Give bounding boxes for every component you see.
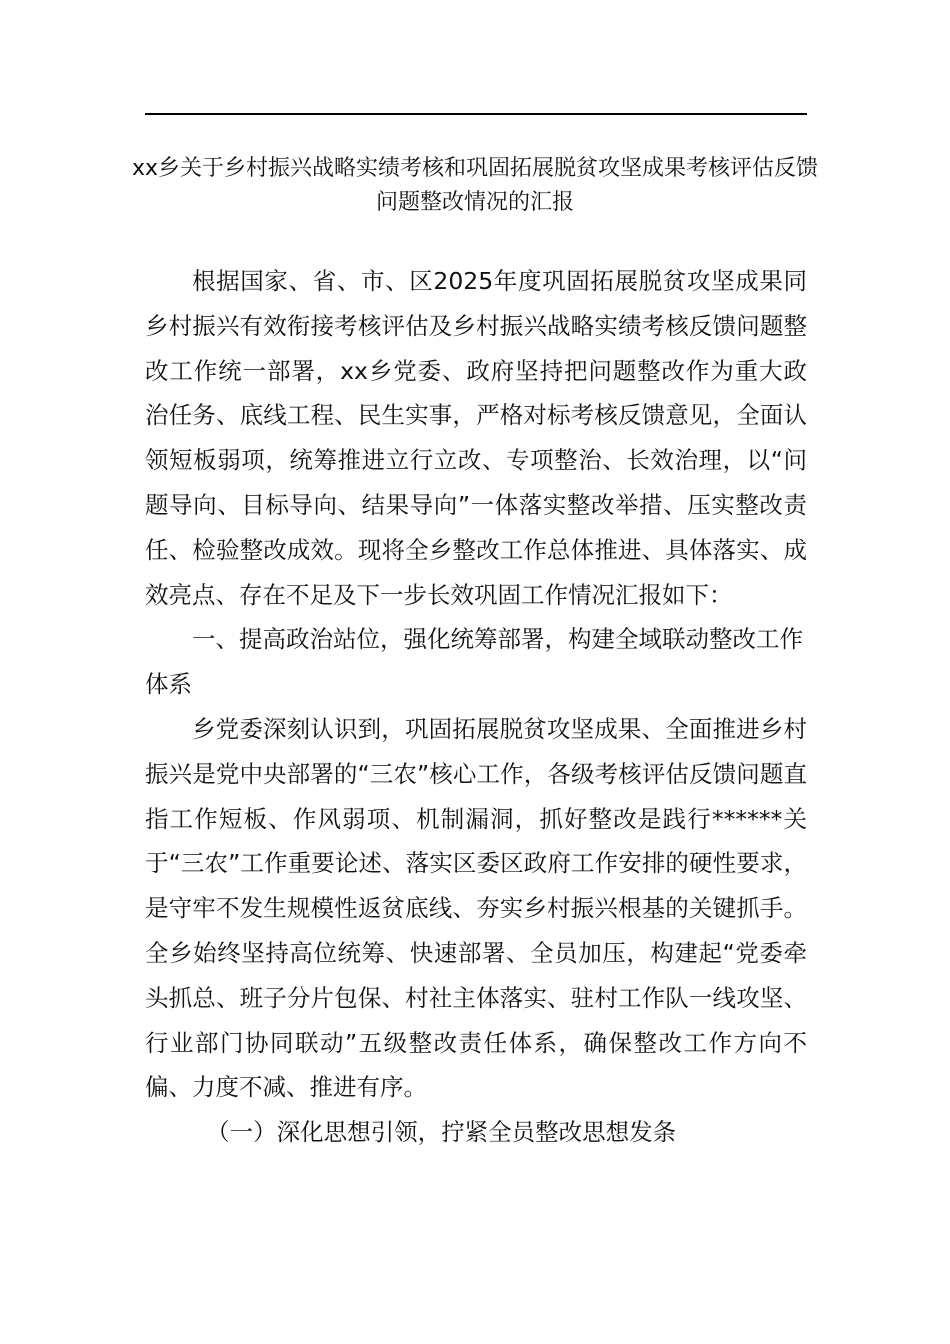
document-title: xx乡关于乡村振兴战略实绩考核和巩固拓展脱贫攻坚成果考核评估反馈问题整改情况的汇报 [131, 156, 819, 215]
header-rule [145, 113, 807, 115]
section-1-heading: 一、提高政治站位，强化统筹部署，构建全域联动整改工作体系 [145, 625, 803, 699]
document-body [145, 259, 807, 1155]
intro-paragraph: 根据国家、省、市、区2025年度巩固拓展脱贫攻坚成果同乡村振兴有效衔接考核评估及乡村振兴战略实绩考核反馈问题整改工作统一部署，xx乡党委、政府坚持把问题整改作为重大政治任务、底线工程、民生实事，严格对标考核反馈意见，全面认领短板弱项，统筹推进立行立改、专项整治、长效治理，以“问题导向、目标导向、结果导向”一体落实整改举措、压实整改责任、检验整改成效。现将全乡整改工作总体推进、具体落实、成效亮点、存在不足及下一步长效巩固工作情况汇报如下： [145, 267, 807, 609]
subsection-1-heading: （一）深化思想引领，拧紧全员整改思想发条 [206, 1118, 677, 1147]
section-1-paragraph: 乡党委深刻认识到，巩固拓展脱贫攻坚成果、全面推进乡村振兴是党中央部署的“三农”核心工作，各级考核评估反馈问题直指工作短板、作风弱项、机制漏洞，抓好整改是践行******关于“三农”工作重要论述、落实区委区政府工作安排的硬性要求，是守牢不发生规模性返贫底线、夯实乡村振兴根基的关键抓手。全乡始终坚持高位统筹、快速部署、全员加压，构建起“党委牵头抓总、班子分片包保、村社主体落实、驻村工作队一线攻坚、行业部门协同联动”五级整改责任体系，确保整改工作方向不偏、力度不减、推进有序。 [145, 714, 807, 1102]
